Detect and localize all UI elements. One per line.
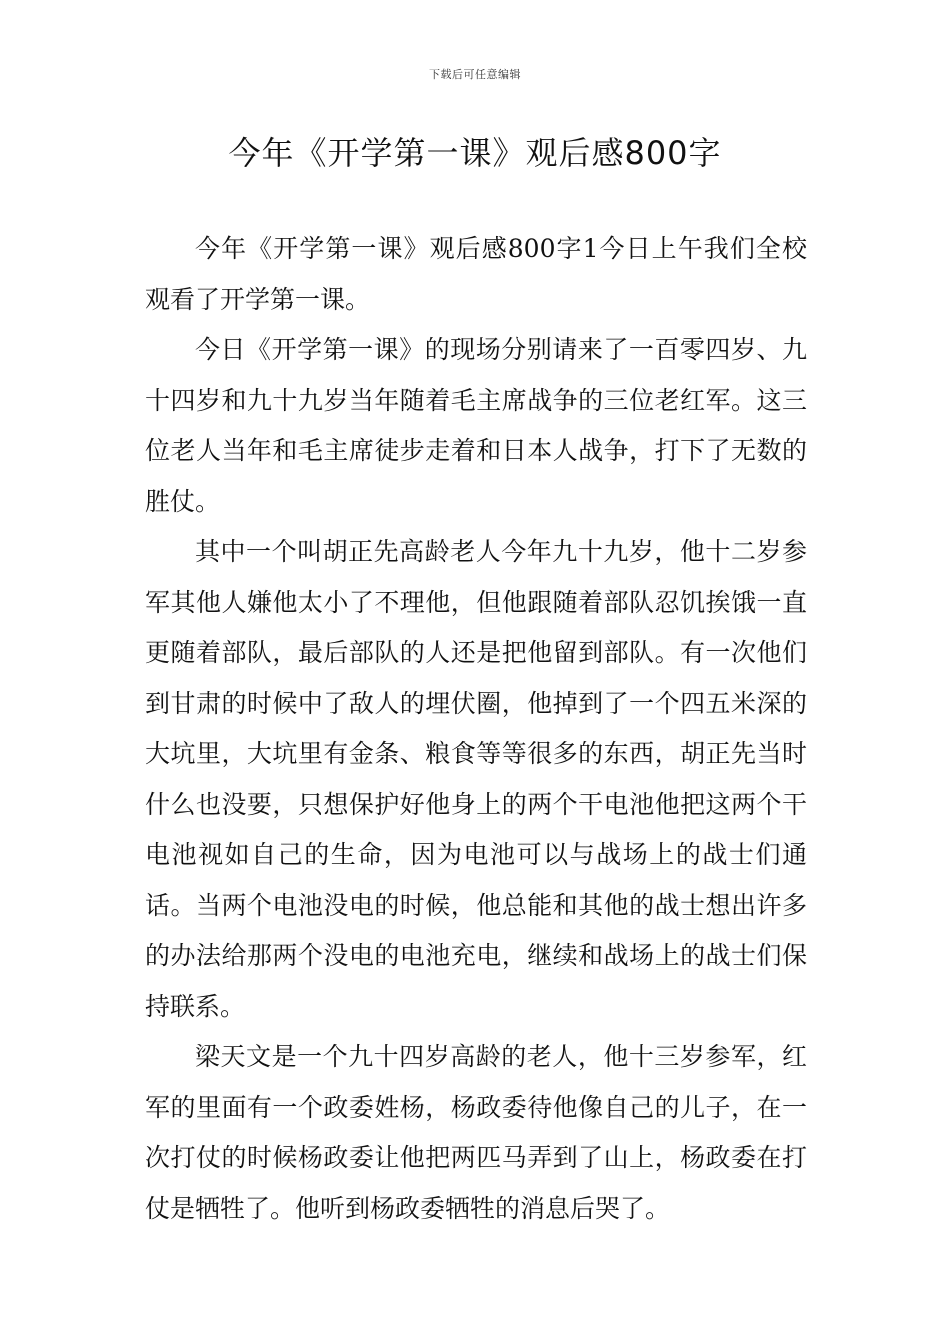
paragraph: 其中一个叫胡正先高龄老人今年九十九岁，他十二岁参军其他人嫌他太小了不理他，但他跟随着部队忍饥挨饿一直更随着部队，最后部队的人还是把他留到部队。有一次他们到甘肃的时候中了敌人的埋伏圈，他掉到了一个四五米深的大坑里，大坑里有金条、粮食等等很多的东西，胡正先当时什么也没要，只想保护好他身上的两个干电池他把这两个干电池视如自己的生命，因为电池可以与战场上的战士们通话。当两个电池没电的时候，他总能和其他的战士想出许多的办法给那两个没电的电池充电，继续和战场上的战士们保持联系。	[145, 537, 807, 1021]
paragraph: 今日《开学第一课》的现场分别请来了一百零四岁、九十四岁和九十九岁当年随着毛主席战争的三位老红军。这三位老人当年和毛主席徒步走着和日本人战争，打下了无数的胜仗。	[145, 335, 807, 516]
paragraph: 今年《开学第一课》观后感800字1今日上午我们全校观看了开学第一课。	[145, 234, 807, 314]
header-note: 下载后可任意编辑	[429, 68, 521, 81]
paragraph: 梁天文是一个九十四岁高龄的老人，他十三岁参军，红军的里面有一个政委姓杨，杨政委待他像自己的儿子，在一次打仗的时候杨政委让他把两匹马弄到了山上，杨政委在打仗是牺牲了。他听到杨政委牺牲的消息后哭了。	[145, 1042, 807, 1223]
document-title: 今年《开学第一课》观后感800字	[228, 134, 722, 172]
document-body	[145, 224, 807, 1234]
